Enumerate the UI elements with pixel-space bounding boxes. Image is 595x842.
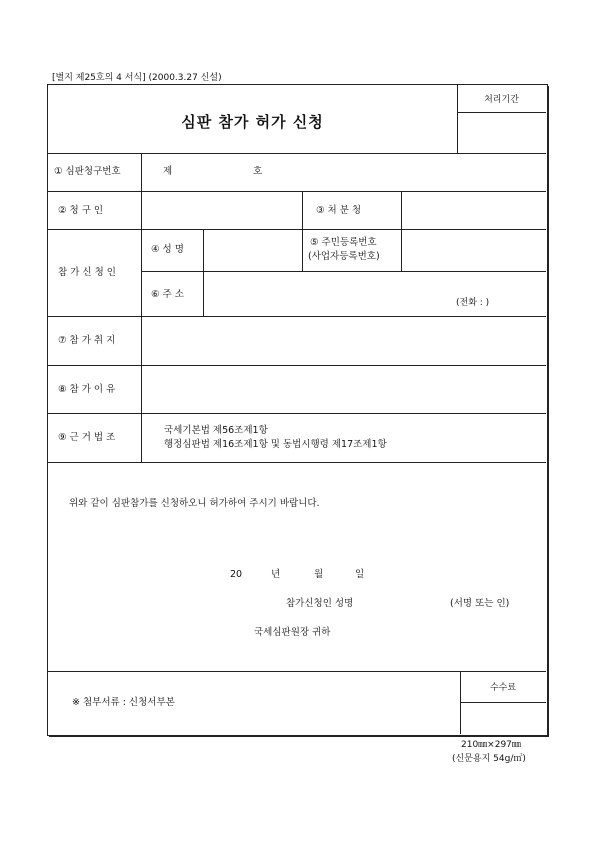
paper-type: (신문용지 54g/㎡) <box>452 754 526 764</box>
date-year-label: 년 <box>271 569 281 580</box>
authority-field[interactable] <box>405 195 542 225</box>
name-label: ④ 성 명 <box>151 244 184 255</box>
reg-no-label: ⑤ 주민등록번호 <box>310 237 377 248</box>
reason-field[interactable] <box>145 369 542 409</box>
reason-label: ⑧ 참 가 이 유 <box>58 384 116 395</box>
claimant-field[interactable] <box>145 195 297 225</box>
legal-basis-label: ⑨ 근 거 법 조 <box>58 432 116 443</box>
signature-name-field[interactable] <box>380 594 446 612</box>
date-day-label: 일 <box>355 569 365 580</box>
address-field[interactable] <box>207 275 542 295</box>
claim-number-field[interactable] <box>180 158 250 186</box>
paper-size: 210㎜×297㎜ <box>461 740 521 750</box>
claim-number-suffix: 호 <box>253 166 263 177</box>
processing-period-label: 처리기간 <box>484 95 519 105</box>
claim-number-prefix: 제 <box>163 166 173 177</box>
claim-number-label: ① 심판청구번호 <box>54 166 121 177</box>
date-year-prefix: 20 <box>230 569 243 580</box>
reg-no-field[interactable] <box>405 233 542 267</box>
attachment-note: ※ 첨부서류 : 신청서부본 <box>72 697 175 708</box>
legal-basis-line2: 행정심판법 제16조제1항 및 동법시행령 제17조제1항 <box>164 439 387 450</box>
participant-label: 참 가 신 청 인 <box>58 267 116 278</box>
address-label: ⑥ 주 소 <box>151 289 184 300</box>
date-year-field[interactable] <box>245 565 267 583</box>
form-header-note: [별지 제25호의 4 서식] (2000.3.27 신설) <box>52 73 222 83</box>
date-month-field[interactable] <box>288 565 310 583</box>
frame-shadow-right <box>547 86 549 737</box>
phone-label: (전화 : ) <box>456 298 490 308</box>
addressee: 국세심판원장 귀하 <box>254 627 331 638</box>
date-day-field[interactable] <box>330 565 350 583</box>
signature-label: 참가신청인 성명 <box>286 598 354 609</box>
fee-label: 수수료 <box>489 683 517 693</box>
date-month-label: 월 <box>314 569 324 580</box>
authority-label: ③ 처 분 청 <box>316 205 362 216</box>
claimant-label: ② 청 구 인 <box>58 205 104 216</box>
processing-period-field[interactable] <box>460 116 542 150</box>
form-title: 심판 참가 허가 신청 <box>181 113 324 131</box>
request-statement: 위와 같이 심판참가를 신청하오니 허가하여 주시기 바랍니다. <box>69 498 320 509</box>
purpose-field[interactable] <box>145 320 542 361</box>
legal-basis-line1: 국세기본법 제56조제1항 <box>164 425 268 436</box>
frame-shadow-bottom <box>49 735 549 737</box>
business-reg-no-label: (사업자등록번호) <box>308 251 380 262</box>
fee-stamp-area[interactable] <box>463 706 543 731</box>
signature-sign: (서명 또는 인) <box>450 598 510 609</box>
name-field[interactable] <box>207 233 298 267</box>
purpose-label: ⑦ 참 가 취 지 <box>58 335 116 346</box>
